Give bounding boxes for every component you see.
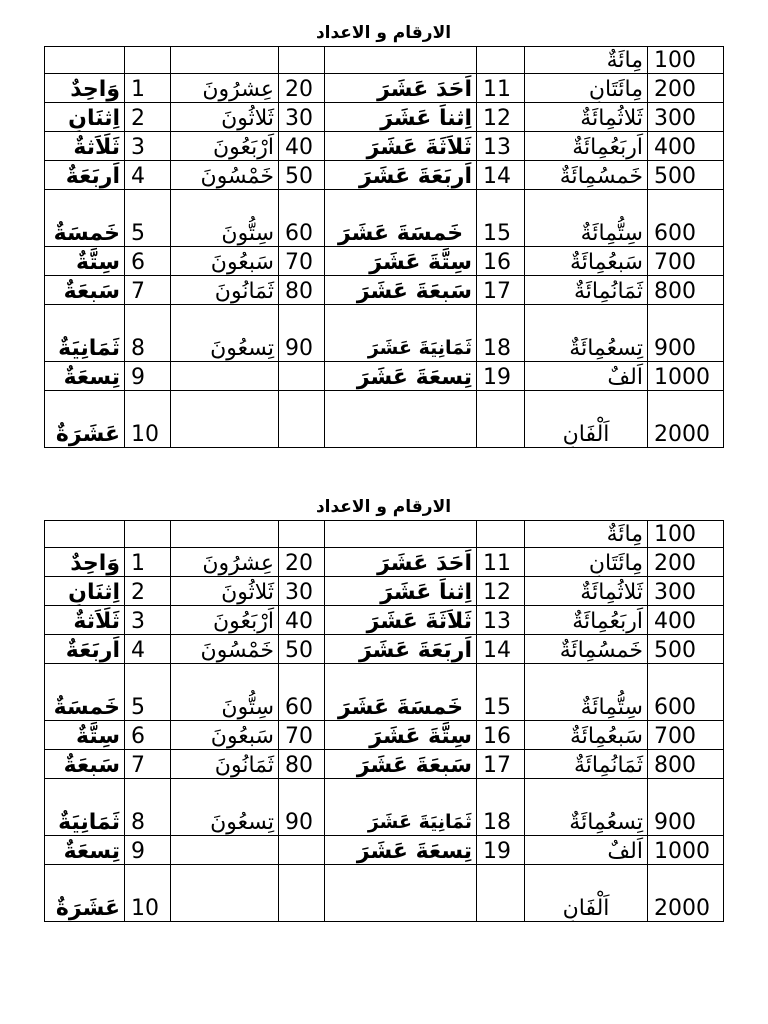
hundreds-number-cell: 400: [648, 606, 724, 635]
tens-word-cell: سَبعُونَ: [171, 247, 279, 276]
teen-word-cell: [325, 521, 477, 548]
tens-word-cell: [171, 47, 279, 74]
unit-number-cell: 4: [125, 161, 171, 190]
tens-number-cell: 80: [279, 276, 325, 305]
unit-word-cell: اَربَعَةٌ: [45, 161, 125, 190]
unit-number-cell: [125, 521, 171, 548]
table-title: الارقام و الاعداد: [315, 23, 452, 43]
tens-number-cell: 30: [279, 103, 325, 132]
hundreds-word-cell: ثَلاثُمِائَةٌ: [525, 103, 648, 132]
teen-number-cell: 11: [477, 74, 525, 103]
unit-word-cell: تِسعَةٌ: [45, 362, 125, 391]
tens-word-cell: [171, 521, 279, 548]
tens-number-cell: [279, 391, 325, 448]
unit-number-cell: 1: [125, 548, 171, 577]
unit-number-cell: 4: [125, 635, 171, 664]
tens-number-cell: 20: [279, 74, 325, 103]
teen-word-cell: اَربَعَةَ عَشَرَ: [325, 635, 477, 664]
table-row: [45, 836, 724, 865]
teen-number-cell: 13: [477, 606, 525, 635]
tens-word-cell: تِسعُونَ: [171, 779, 279, 836]
teen-word-cell: اَربَعَةَ عَشَرَ: [325, 161, 477, 190]
unit-number-cell: 10: [125, 391, 171, 448]
table-row: [45, 276, 724, 305]
tens-word-cell: اَرْبَعُونَ: [171, 132, 279, 161]
unit-number-cell: 7: [125, 276, 171, 305]
tens-word-cell: ثَمَانُونَ: [171, 276, 279, 305]
hundreds-word-cell: ثَمَانُمِائَةٌ: [525, 276, 648, 305]
hundreds-number-cell: 100: [648, 521, 724, 548]
table-row: [45, 721, 724, 750]
teen-word-cell: خَمسَةَ عَشَرَ: [325, 664, 477, 721]
tens-word-cell: سِتُّونَ: [171, 190, 279, 247]
unit-word-cell: ثَلَاَثةٌ: [45, 132, 125, 161]
teen-number-cell: 16: [477, 247, 525, 276]
teen-number-cell: 18: [477, 779, 525, 836]
teen-word-cell: سَبعَةَ عَشَرَ: [325, 750, 477, 779]
hundreds-number-cell: 2000: [648, 391, 724, 448]
hundreds-word-cell: مِائَةٌ: [525, 521, 648, 548]
table-row: [45, 606, 724, 635]
table-row: [45, 132, 724, 161]
unit-word-cell: خَمسَةٌ: [45, 190, 125, 247]
teen-number-cell: [477, 865, 525, 922]
hundreds-number-cell: 600: [648, 664, 724, 721]
tens-word-cell: [171, 836, 279, 865]
tens-number-cell: 50: [279, 161, 325, 190]
teen-number-cell: 19: [477, 362, 525, 391]
tens-word-cell: اَرْبَعُونَ: [171, 606, 279, 635]
tens-number-cell: 40: [279, 606, 325, 635]
unit-word-cell: عَشَرَةٌ: [45, 391, 125, 448]
hundreds-word-cell: سِتُّمِائَةٌ: [525, 664, 648, 721]
tens-number-cell: 70: [279, 247, 325, 276]
tens-number-cell: 20: [279, 548, 325, 577]
unit-word-cell: [45, 47, 125, 74]
numbers-table: [44, 46, 724, 448]
hundreds-number-cell: 200: [648, 74, 724, 103]
hundreds-number-cell: 100: [648, 47, 724, 74]
hundreds-word-cell: تِسعُمِائَةٌ: [525, 305, 648, 362]
unit-word-cell: اَربَعَةٌ: [45, 635, 125, 664]
unit-word-cell: خَمسَةٌ: [45, 664, 125, 721]
teen-number-cell: [477, 521, 525, 548]
hundreds-number-cell: 600: [648, 190, 724, 247]
hundreds-number-cell: 300: [648, 577, 724, 606]
teen-word-cell: سَبعَةَ عَشَرَ: [325, 276, 477, 305]
tens-number-cell: 80: [279, 750, 325, 779]
tens-word-cell: سَبعُونَ: [171, 721, 279, 750]
tens-word-cell: سِتُّونَ: [171, 664, 279, 721]
unit-word-cell: [45, 521, 125, 548]
unit-number-cell: 7: [125, 750, 171, 779]
table-row: [45, 47, 724, 74]
tens-word-cell: تِسعُونَ: [171, 305, 279, 362]
hundreds-word-cell: اَربَعُمِائَةٌ: [525, 132, 648, 161]
tens-word-cell: خَمْسُونَ: [171, 161, 279, 190]
unit-number-cell: 8: [125, 305, 171, 362]
table-row: [45, 247, 724, 276]
unit-word-cell: اِثنَانِ: [45, 577, 125, 606]
teen-number-cell: [477, 391, 525, 448]
teen-word-cell: سِتَّةَ عَشَرَ: [325, 721, 477, 750]
tens-number-cell: [279, 521, 325, 548]
hundreds-word-cell: مِائَةٌ: [525, 47, 648, 74]
tens-number-cell: 90: [279, 779, 325, 836]
unit-number-cell: 5: [125, 664, 171, 721]
unit-number-cell: 9: [125, 836, 171, 865]
hundreds-number-cell: 200: [648, 548, 724, 577]
table-row: [45, 305, 724, 362]
teen-word-cell: ثَلاَثَةَ عَشَرَ: [325, 606, 477, 635]
hundreds-word-cell: ثَمَانُمِائَةٌ: [525, 750, 648, 779]
hundreds-number-cell: 700: [648, 247, 724, 276]
hundreds-number-cell: 300: [648, 103, 724, 132]
teen-word-cell: خَمسَةَ عَشَرَ: [325, 190, 477, 247]
hundreds-word-cell: اَلْفَانِ: [525, 865, 648, 922]
teen-number-cell: 15: [477, 190, 525, 247]
tens-number-cell: [279, 362, 325, 391]
unit-word-cell: ثَمَانِيَةٌ: [45, 779, 125, 836]
tens-word-cell: [171, 865, 279, 922]
tens-word-cell: ثَلاثُونَ: [171, 103, 279, 132]
unit-number-cell: [125, 47, 171, 74]
teen-number-cell: 15: [477, 664, 525, 721]
hundreds-number-cell: 2000: [648, 865, 724, 922]
unit-word-cell: سَبعَةٌ: [45, 276, 125, 305]
numbers-table: [44, 520, 724, 922]
unit-word-cell: تِسعَةٌ: [45, 836, 125, 865]
hundreds-word-cell: اَلْفَانِ: [525, 391, 648, 448]
table-row: [45, 635, 724, 664]
hundreds-word-cell: خَمسُمِائَةٌ: [525, 161, 648, 190]
unit-word-cell: وَاحِدٌ: [45, 74, 125, 103]
tens-word-cell: ثَلاثُونَ: [171, 577, 279, 606]
table-row: [45, 750, 724, 779]
tens-number-cell: 40: [279, 132, 325, 161]
tens-word-cell: عِشرُونَ: [171, 74, 279, 103]
teen-word-cell: اِثناَ عَشَرَ: [325, 577, 477, 606]
teen-word-cell: تِسعَةَ عَشَرَ: [325, 362, 477, 391]
hundreds-word-cell: اَلفٌ: [525, 836, 648, 865]
unit-number-cell: 1: [125, 74, 171, 103]
unit-number-cell: 5: [125, 190, 171, 247]
teen-number-cell: 13: [477, 132, 525, 161]
teen-number-cell: 12: [477, 577, 525, 606]
hundreds-word-cell: سِتُّمِائَةٌ: [525, 190, 648, 247]
unit-number-cell: 9: [125, 362, 171, 391]
hundreds-word-cell: سَبعُمِائَةٌ: [525, 247, 648, 276]
teen-word-cell: [325, 47, 477, 74]
table-row: [45, 74, 724, 103]
hundreds-word-cell: سَبعُمِائَةٌ: [525, 721, 648, 750]
hundreds-number-cell: 400: [648, 132, 724, 161]
tens-word-cell: [171, 362, 279, 391]
table-row: [45, 521, 724, 548]
teen-word-cell: [325, 391, 477, 448]
hundreds-number-cell: 1000: [648, 836, 724, 865]
hundreds-number-cell: 1000: [648, 362, 724, 391]
teen-number-cell: 14: [477, 161, 525, 190]
table-title: الارقام و الاعداد: [315, 497, 452, 517]
unit-word-cell: عَشَرَةٌ: [45, 865, 125, 922]
table-row: [45, 161, 724, 190]
teen-number-cell: [477, 47, 525, 74]
hundreds-word-cell: خَمسُمِائَةٌ: [525, 635, 648, 664]
teen-number-cell: 16: [477, 721, 525, 750]
tens-word-cell: عِشرُونَ: [171, 548, 279, 577]
tens-word-cell: خَمْسُونَ: [171, 635, 279, 664]
unit-number-cell: 2: [125, 103, 171, 132]
teen-word-cell: ثَمَانِيَةَ عَشَرَ: [325, 305, 477, 362]
unit-number-cell: 8: [125, 779, 171, 836]
numbers-table-block-2: [44, 494, 724, 922]
tens-number-cell: 90: [279, 305, 325, 362]
unit-word-cell: اِثنَانِ: [45, 103, 125, 132]
table-row: [45, 865, 724, 922]
hundreds-number-cell: 500: [648, 635, 724, 664]
teen-word-cell: اَحَدَ عَشَرَ: [325, 74, 477, 103]
teen-word-cell: ثَلاَثَةَ عَشَرَ: [325, 132, 477, 161]
teen-number-cell: 12: [477, 103, 525, 132]
tens-number-cell: 50: [279, 635, 325, 664]
table-row: [45, 362, 724, 391]
hundreds-word-cell: اَلفٌ: [525, 362, 648, 391]
teen-word-cell: اِثناَ عَشَرَ: [325, 103, 477, 132]
teen-number-cell: 19: [477, 836, 525, 865]
teen-number-cell: 18: [477, 305, 525, 362]
table-row: [45, 190, 724, 247]
tens-number-cell: 70: [279, 721, 325, 750]
numbers-table-block-1: [44, 20, 724, 448]
hundreds-word-cell: مِائَتَانِ: [525, 74, 648, 103]
unit-number-cell: 3: [125, 132, 171, 161]
table-row: [45, 548, 724, 577]
unit-number-cell: 10: [125, 865, 171, 922]
hundreds-number-cell: 900: [648, 305, 724, 362]
hundreds-number-cell: 500: [648, 161, 724, 190]
table-row: [45, 391, 724, 448]
tens-word-cell: [171, 391, 279, 448]
hundreds-number-cell: 800: [648, 276, 724, 305]
teen-word-cell: [325, 865, 477, 922]
unit-word-cell: سِتَّةٌ: [45, 247, 125, 276]
teen-word-cell: ثَمَانِيَةَ عَشَرَ: [325, 779, 477, 836]
tens-word-cell: ثَمَانُونَ: [171, 750, 279, 779]
teen-word-cell: اَحَدَ عَشَرَ: [325, 548, 477, 577]
unit-word-cell: ثَلَاَثةٌ: [45, 606, 125, 635]
teen-number-cell: 14: [477, 635, 525, 664]
teen-word-cell: سِتَّةَ عَشَرَ: [325, 247, 477, 276]
tens-number-cell: [279, 47, 325, 74]
teen-number-cell: 11: [477, 548, 525, 577]
table-row: [45, 779, 724, 836]
tens-number-cell: 60: [279, 190, 325, 247]
tens-number-cell: [279, 836, 325, 865]
table-row: [45, 664, 724, 721]
teen-number-cell: 17: [477, 276, 525, 305]
unit-word-cell: ثَمَانِيَةٌ: [45, 305, 125, 362]
hundreds-word-cell: ثَلاثُمِائَةٌ: [525, 577, 648, 606]
unit-number-cell: 6: [125, 721, 171, 750]
teen-number-cell: 17: [477, 750, 525, 779]
unit-word-cell: وَاحِدٌ: [45, 548, 125, 577]
hundreds-word-cell: تِسعُمِائَةٌ: [525, 779, 648, 836]
hundreds-number-cell: 900: [648, 779, 724, 836]
hundreds-number-cell: 700: [648, 721, 724, 750]
unit-number-cell: 2: [125, 577, 171, 606]
table-row: [45, 103, 724, 132]
hundreds-word-cell: اَربَعُمِائَةٌ: [525, 606, 648, 635]
unit-word-cell: سَبعَةٌ: [45, 750, 125, 779]
hundreds-word-cell: مِائَتَانِ: [525, 548, 648, 577]
unit-word-cell: سِتَّةٌ: [45, 721, 125, 750]
tens-number-cell: 30: [279, 577, 325, 606]
tens-number-cell: 60: [279, 664, 325, 721]
hundreds-number-cell: 800: [648, 750, 724, 779]
tens-number-cell: [279, 865, 325, 922]
unit-number-cell: 6: [125, 247, 171, 276]
table-row: [45, 577, 724, 606]
teen-word-cell: تِسعَةَ عَشَرَ: [325, 836, 477, 865]
unit-number-cell: 3: [125, 606, 171, 635]
